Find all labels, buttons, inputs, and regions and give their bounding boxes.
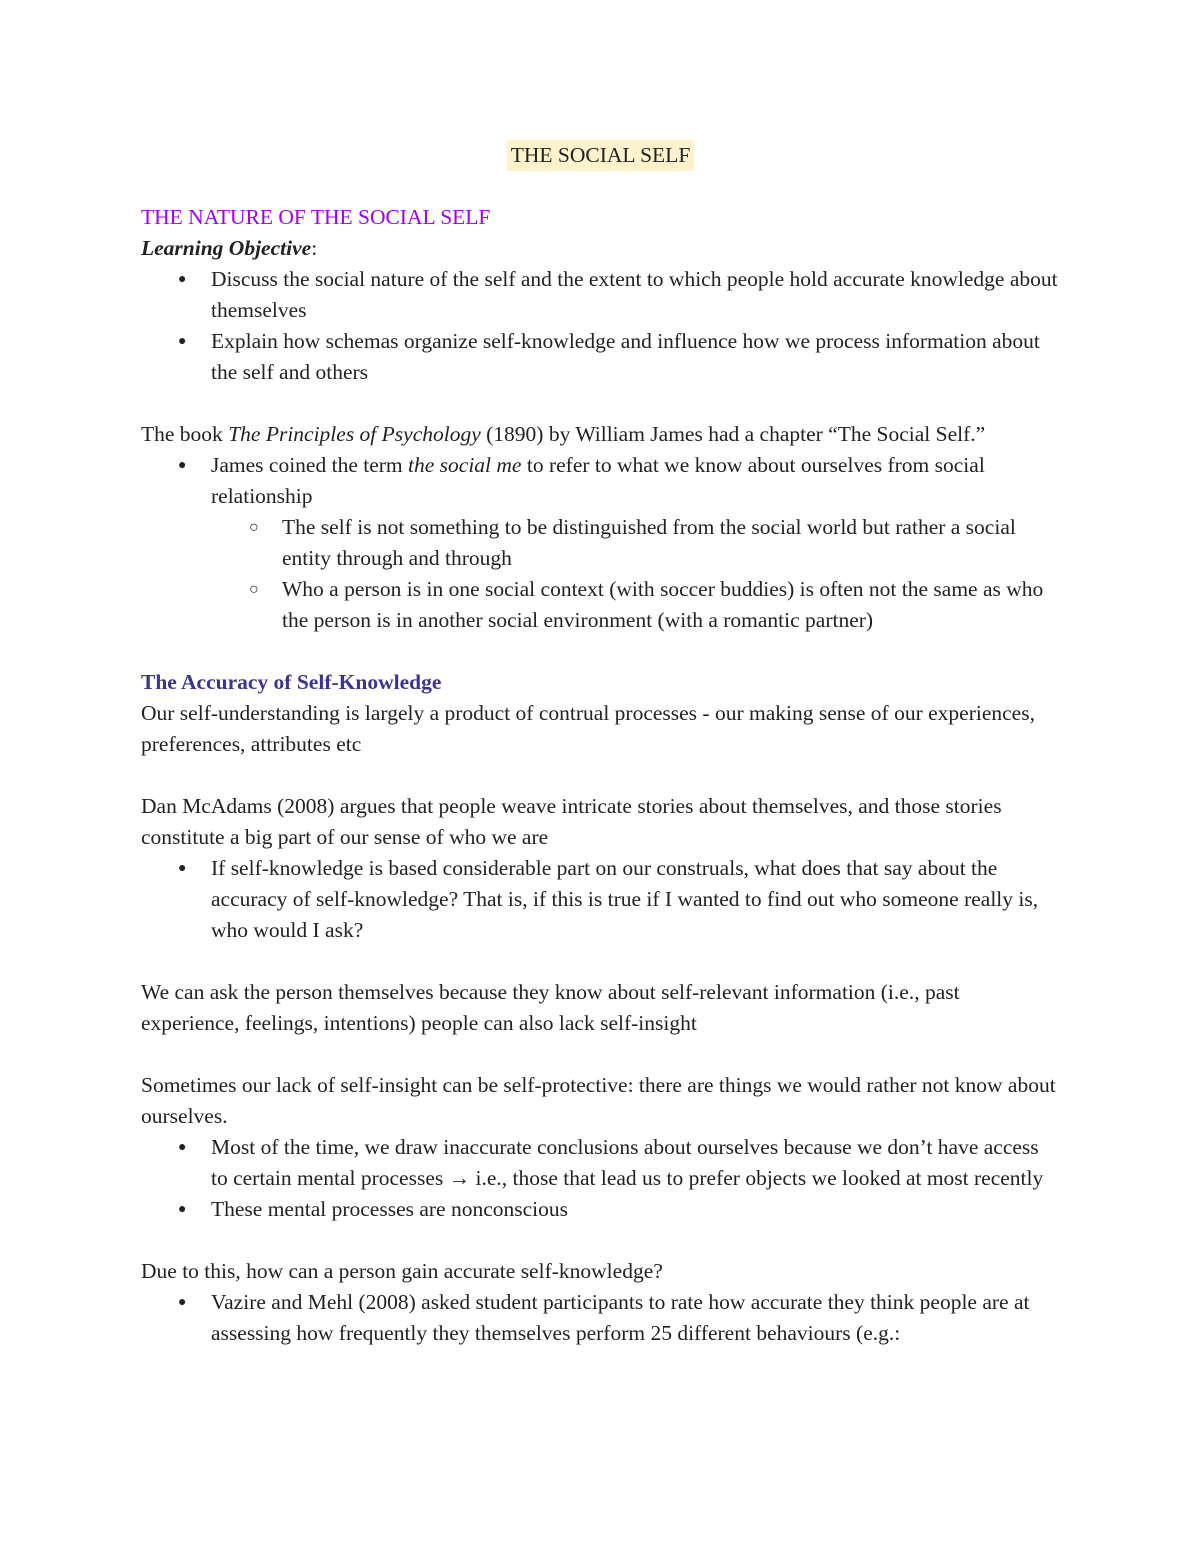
paragraph: Dan McAdams (2008) argues that people weave intricate stories about themselves, and those stories constitute a big part of our sense of who we are [141, 794, 1002, 849]
circle-bullet-icon: ○ [249, 519, 259, 536]
paragraph: We can ask the person themselves because they know about self-relevant information (i.e., past experience, feelings, intentions) people can also lack self-insight [141, 980, 960, 1035]
objectives-list [141, 264, 1060, 388]
bullet-icon: ● [178, 1295, 187, 1310]
list-item: ● Explain how schemas organize self-knowledge and influence how we process information about the self and others [141, 326, 1060, 388]
bullet-icon: ● [178, 861, 187, 876]
list-item: ● These mental processes are nonconscious [141, 1194, 1060, 1225]
bullet-icon: ● [178, 272, 187, 287]
learning-objective-label: Learning Objective: [141, 236, 318, 260]
list-item: ○ Who a person is in one social context (with soccer buddies) is often not the same as who the person is in another social environment (with a romantic partner) [141, 574, 1060, 636]
list-item: ● Discuss the social nature of the self and the extent to which people hold accurate knowledge about themselves [141, 264, 1060, 326]
paragraph: Due to this, how can a person gain accurate self-knowledge? [141, 1259, 663, 1283]
list-item: ○ The self is not something to be distinguished from the social world but rather a social entity through and through [141, 512, 1060, 574]
vazire-list [141, 1287, 1060, 1349]
list-item: ● If self-knowledge is based considerable part on our construals, what does that say about the accuracy of self-knowledge? That is, if this is true if I wanted to find out who someone really is, who would I ask? [141, 853, 1060, 946]
james-list [141, 450, 1060, 636]
circle-bullet-icon: ○ [249, 581, 259, 598]
paragraph: Sometimes our lack of self-insight can be self-protective: there are things we would rather not know about ourselves. [141, 1073, 1056, 1128]
bullet-icon: ● [178, 334, 187, 349]
bullet-icon: ● [178, 1202, 187, 1217]
bullet-icon: ● [178, 458, 187, 473]
sub-list [211, 512, 1060, 636]
insight-list [141, 1132, 1060, 1225]
bullet-icon: ● [178, 1140, 187, 1155]
document-title: THE SOCIAL SELF [507, 140, 695, 171]
construal-list [141, 853, 1060, 946]
list-item: ● Vazire and Mehl (2008) asked student participants to rate how accurate they think people are at assessing how frequently they themselves perform 25 different behaviours (e.g.: [141, 1287, 1060, 1349]
section-heading-accuracy: The Accuracy of Self-Knowledge [141, 670, 442, 694]
paragraph: Our self-understanding is largely a product of contrual processes - our making sense of our experiences, preferences, attributes etc [141, 701, 1035, 756]
section-heading-nature: THE NATURE OF THE SOCIAL SELF [141, 205, 491, 229]
list-item: ● Most of the time, we draw inaccurate conclusions about ourselves because we don’t have access to certain mental processes → i.e., those that lead us to prefer objects we looked at most recently [141, 1132, 1060, 1194]
list-item: ● James coined the term the social me to refer to what we know about ourselves from social relationship ○ The self is not something to be distinguished from the social world but rather a social entity through and through ○ Who a person is in one social context (with soccer buddies) is often not the same as who the person is in another social environment (with a romantic partner) [141, 450, 1060, 636]
paragraph: The book The Principles of Psychology (1890) by William James had a chapter “The Social Self.” [141, 422, 986, 446]
